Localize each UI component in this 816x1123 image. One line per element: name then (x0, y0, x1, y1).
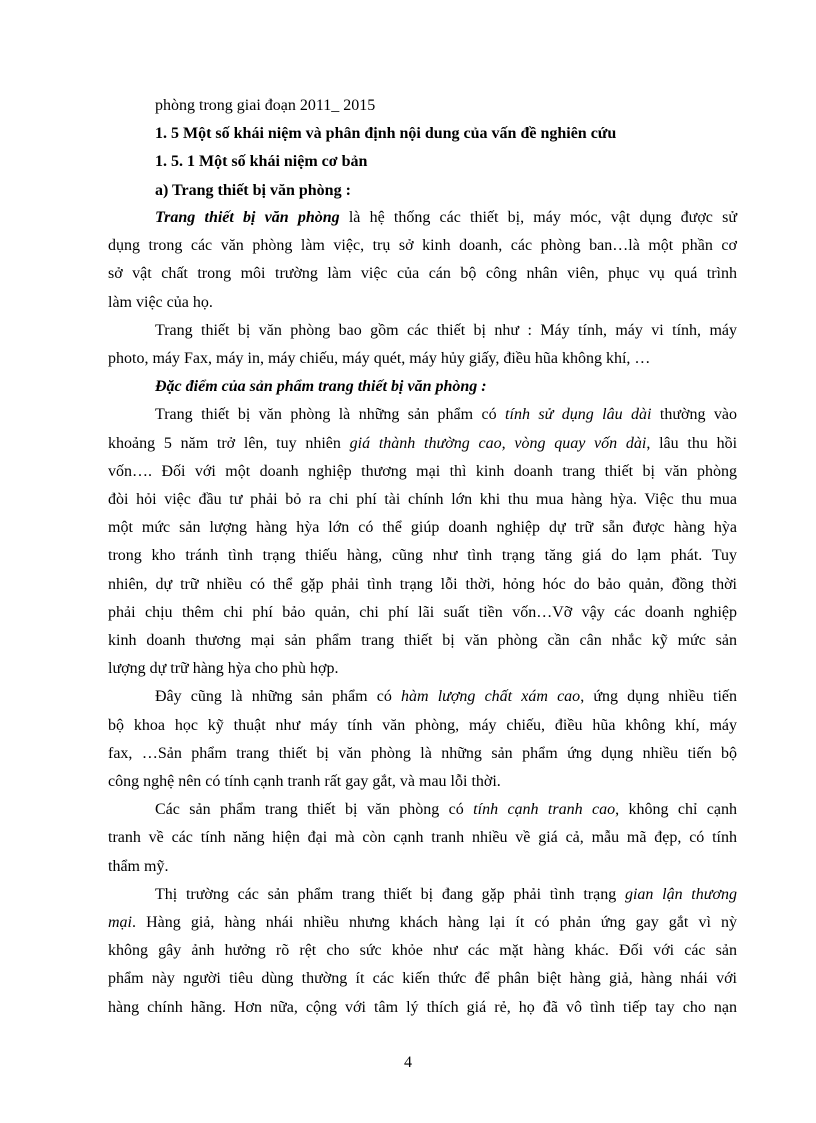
paragraph-line (108, 683, 737, 711)
paragraph-line (108, 401, 737, 429)
section-heading-1-5: 1. 5 Một số khái niệm và phân định nội dung của vấn đề nghiên cứu (155, 125, 617, 143)
paragraph-line: đòi hỏi việc đầu tư phải bỏ ra chi phí tài chính lớn khi thu mua hàng hỳa. Việc thu mua (108, 491, 737, 509)
text-span: Các sản phẩm trang thiết bị văn phòng có (155, 801, 474, 819)
text-span: Đây cũng là những sản phẩm có (155, 688, 402, 706)
paragraph-line: một mức sản lượng hàng hỳa lớn có thể giúp doanh nghiệp dự trữ sẵn được hàng hỳa (108, 519, 737, 537)
paragraph-line: thẩm mỹ. (108, 857, 169, 875)
emphasis-text: tính cạnh tranh cao (473, 801, 616, 819)
text-span: là hệ thống các thiết bị, máy móc, vật dụng được sử (339, 209, 737, 226)
paragraph-line (108, 909, 737, 937)
emphasis-text: giá thành thường cao, vòng quay vốn dài (349, 434, 647, 452)
text-span: , không chỉ cạnh (615, 801, 737, 819)
emphasis-text: tính sử dụng lâu dài (505, 406, 652, 424)
paragraph-line: vốn…. Đối với một doanh nghiệp thương mại thì kinh doanh trang thiết bị văn phòng (108, 462, 737, 480)
paragraph-line: lượng dự trữ hàng hỳa cho phù hợp. (108, 660, 339, 678)
features-heading: Đặc điểm của sản phẩm trang thiết bị văn phòng : (155, 378, 487, 396)
text-span: khoảng 5 năm trở lên, tuy nhiên (108, 434, 350, 452)
paragraph-line: phẩm này người tiêu dùng thường ít các kiến thức để phân biệt hàng giả, hàng nhái với (108, 970, 737, 988)
paragraph-line: trong kho tránh tình trạng thiếu hàng, cũng như tình trạng tăng giá do lạm phát. Tuy (108, 547, 737, 565)
item-heading-a: a) Trang thiết bị văn phòng : (155, 181, 351, 199)
emphasis-text: hàm lượng chất xám cao (401, 688, 581, 706)
paragraph-line: hàng chính hãng. Hơn nữa, cộng với tâm lý thích giá rẻ, họ đã vô tình tiếp tay cho nạn (108, 998, 737, 1016)
emphasis-text: gian lận thương (624, 885, 737, 903)
paragraph-line (108, 430, 737, 458)
paragraph-line (108, 796, 737, 824)
paragraph-line: Trang thiết bị văn phòng bao gồm các thiết bị như : Máy tính, máy vi tính, máy (155, 321, 737, 339)
text-span: Thị trường các sản phẩm trang thiết bị đang gặp phải tình trạng (155, 885, 625, 903)
text-span: , ứng dụng nhiều tiến (580, 688, 737, 706)
body-text (108, 204, 737, 1022)
document-page (155, 92, 737, 205)
paragraph-line: dụng trong các văn phòng làm việc, trụ sở kinh doanh, các phòng ban…là một phần cơ (108, 237, 737, 255)
paragraph-line: bộ khoa học kỹ thuật như máy tính văn phòng, máy chiếu, điều hũa không khí, máy (108, 716, 737, 734)
paragraph-line (108, 204, 737, 232)
text-span: thường vào (651, 406, 737, 424)
paragraph-line: photo, máy Fax, máy in, máy chiếu, máy quét, máy hủy giấy, điều hũa không khí, … (108, 350, 651, 368)
paragraph-line: kinh doanh thương mại sản phẩm trang thiết bị văn phòng cần cân nhắc kỹ mức sản (108, 632, 737, 650)
paragraph-line: tranh về các tính năng hiện đại mà còn cạnh tranh nhiều về giá cả, mẫu mã đẹp, có tính (108, 829, 737, 847)
paragraph-line: phải chịu thêm chi phí bảo quản, chi phí lãi suất tiền vốn…Vỡ vậy các doanh nghiệp (108, 603, 737, 621)
paragraph-line: không gây ảnh hưởng rõ rệt cho sức khỏe như các mặt hàng khác. Đối với các sản (108, 942, 737, 960)
emphasis-text: mại (108, 914, 132, 932)
paragraph-line: làm việc của họ. (108, 293, 213, 311)
continuation-line: phòng trong giai đoạn 2011_ 2015 (155, 97, 376, 114)
defined-term: Trang thiết bị văn phòng (155, 209, 340, 226)
paragraph-line: fax, …Sản phẩm trang thiết bị văn phòng là những sản phẩm ứng dụng nhiều tiến bộ (108, 744, 737, 762)
subsection-heading-1-5-1: 1. 5. 1 Một số khái niệm cơ bản (155, 153, 368, 171)
paragraph-line: nhiên, dự trữ nhiều có thể gặp phải tình trạng lỗi thời, hỏng hóc do bảo quản, đồng thời (108, 575, 737, 593)
text-span: Trang thiết bị văn phòng là những sản phẩm có (155, 406, 506, 424)
text-span: . Hàng giả, hàng nhái nhiều nhưng khách hàng lại ít có phản ứng gay gắt vì nỳ (132, 914, 737, 932)
paragraph-line: công nghệ nên có tính cạnh tranh rất gay gắt, và mau lỗi thời. (108, 773, 501, 791)
page-number: 4 (404, 1054, 412, 1071)
paragraph-line: sở vật chất trong môi trường làm việc của cán bộ công nhân viên, phục vụ quá trình (108, 265, 737, 283)
paragraph-line (108, 881, 737, 909)
text-span: , lâu thu hồi (646, 434, 738, 452)
